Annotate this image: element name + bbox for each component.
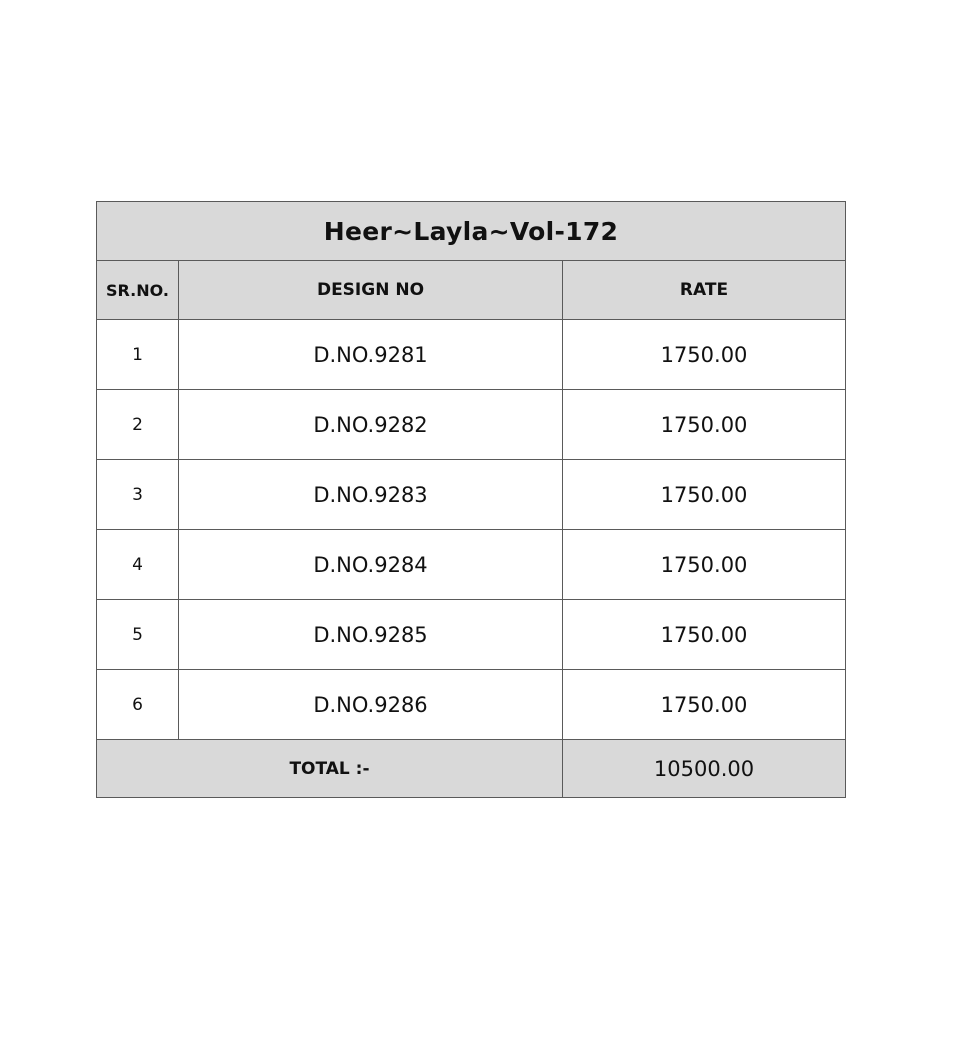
row-design-no: D.NO.9285	[179, 600, 563, 669]
header-design-no: DESIGN NO	[179, 261, 563, 319]
row-rate: 1750.00	[660, 482, 748, 507]
row-design-no: D.NO.9284	[179, 530, 563, 599]
row-sr-no: 6	[97, 670, 179, 739]
row-design-no: D.NO.9283	[179, 460, 563, 529]
row-sr-no: 5	[97, 600, 179, 669]
row-rate: 1750.00	[660, 342, 748, 367]
total-row	[97, 740, 845, 797]
table-row	[97, 460, 845, 530]
row-sr-no: 4	[97, 530, 179, 599]
table-row	[97, 390, 845, 460]
total-label: TOTAL :-	[97, 740, 563, 797]
row-design-no: D.NO.9286	[179, 670, 563, 739]
table-title-row	[97, 202, 845, 261]
header-sr-no: SR.NO.	[97, 261, 179, 319]
table-row	[97, 320, 845, 390]
row-sr-no: 2	[97, 390, 179, 459]
row-rate: 1750.00	[660, 692, 748, 717]
rate-table	[96, 201, 846, 798]
table-row	[97, 670, 845, 740]
header-row	[97, 261, 845, 320]
row-rate: 1750.00	[660, 622, 748, 647]
row-rate: 1750.00	[660, 552, 748, 577]
table-row	[97, 530, 845, 600]
row-rate: 1750.00	[660, 412, 748, 437]
table-title: Heer~Layla~Vol-172	[323, 216, 619, 246]
row-sr-no: 1	[97, 320, 179, 389]
row-design-no: D.NO.9281	[179, 320, 563, 389]
total-value: 10500.00	[653, 756, 755, 781]
table-row	[97, 600, 845, 670]
header-rate: RATE	[679, 280, 729, 300]
row-sr-no: 3	[97, 460, 179, 529]
row-design-no: D.NO.9282	[179, 390, 563, 459]
